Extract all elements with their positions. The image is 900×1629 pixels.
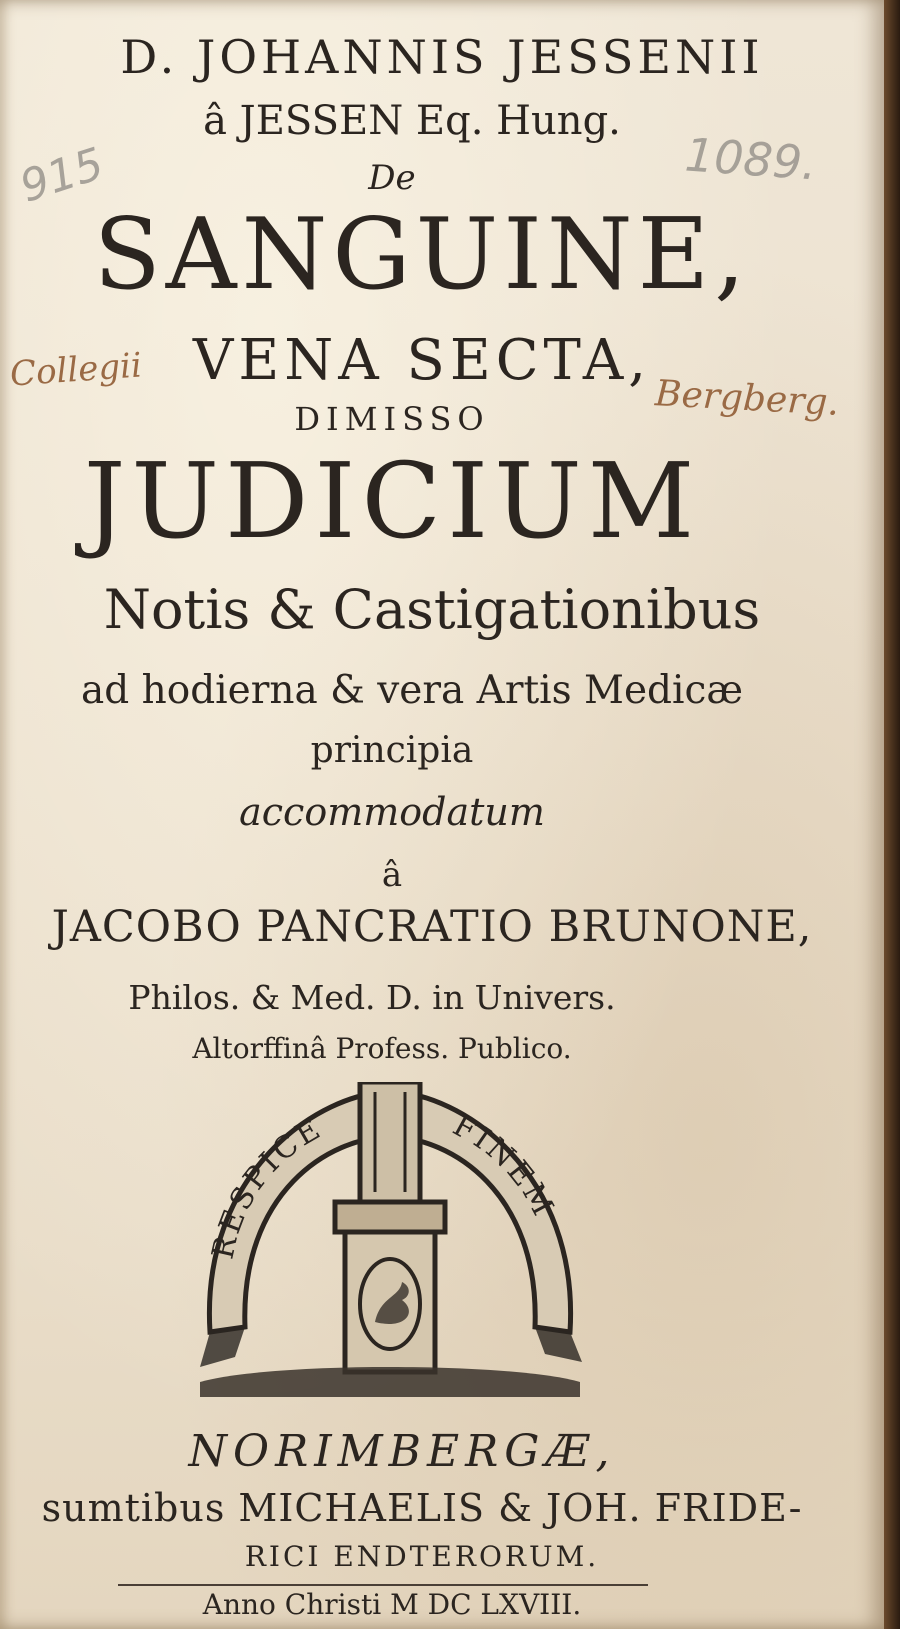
publisher-line: RICI ENDTERORUM. <box>244 1540 600 1573</box>
handwritten-right: Bergberg. <box>654 373 841 424</box>
editor-title: Philos. & Med. D. in Univers. <box>128 978 616 1017</box>
svg-text:RESPICE <box>206 1111 329 1263</box>
editor-post: Altorffinâ Profess. Publico. <box>192 1032 572 1065</box>
author-line: D. JOHANNIS JESSENII <box>120 30 764 84</box>
handwritten-left: Collegii <box>8 345 144 395</box>
ad-line: ad hodierna & vera Artis Medicæ <box>81 668 743 713</box>
title-line-4: JUDICIUM <box>83 440 701 562</box>
editor-line: JACOBO PANCRATIO BRUNONE, <box>51 902 813 952</box>
title-line-3: DIMISSO <box>294 400 490 438</box>
a-line: â <box>381 855 403 895</box>
book-edge <box>884 0 900 1629</box>
place-line: NORIMBERGÆ, <box>188 1426 616 1477</box>
date-rule <box>118 1584 648 1586</box>
pencil-marks: 915 <box>14 138 110 213</box>
author-sub: â JESSEN Eq. Hung. <box>203 98 621 144</box>
title-line-2: VENA SECTA, <box>192 328 652 393</box>
principia-line: principia <box>310 730 474 771</box>
notes-line: Notis & Castigationibus <box>103 578 761 641</box>
accommodatum-line: accommodatum <box>239 790 545 834</box>
pencil-number: 1089. <box>683 127 819 191</box>
printers-mark <box>190 1082 590 1422</box>
date-line: Anno Christi M DC LXVIII. <box>202 1588 582 1621</box>
sumtibus-line: sumtibus MICHAELIS & JOH. FRIDE- <box>41 1486 803 1530</box>
motto-left: RESPICE <box>205 1110 329 1263</box>
title-main: SANGUINE, <box>93 198 751 312</box>
motto-right: FINEM <box>447 1107 562 1224</box>
de-line: De <box>368 158 416 198</box>
